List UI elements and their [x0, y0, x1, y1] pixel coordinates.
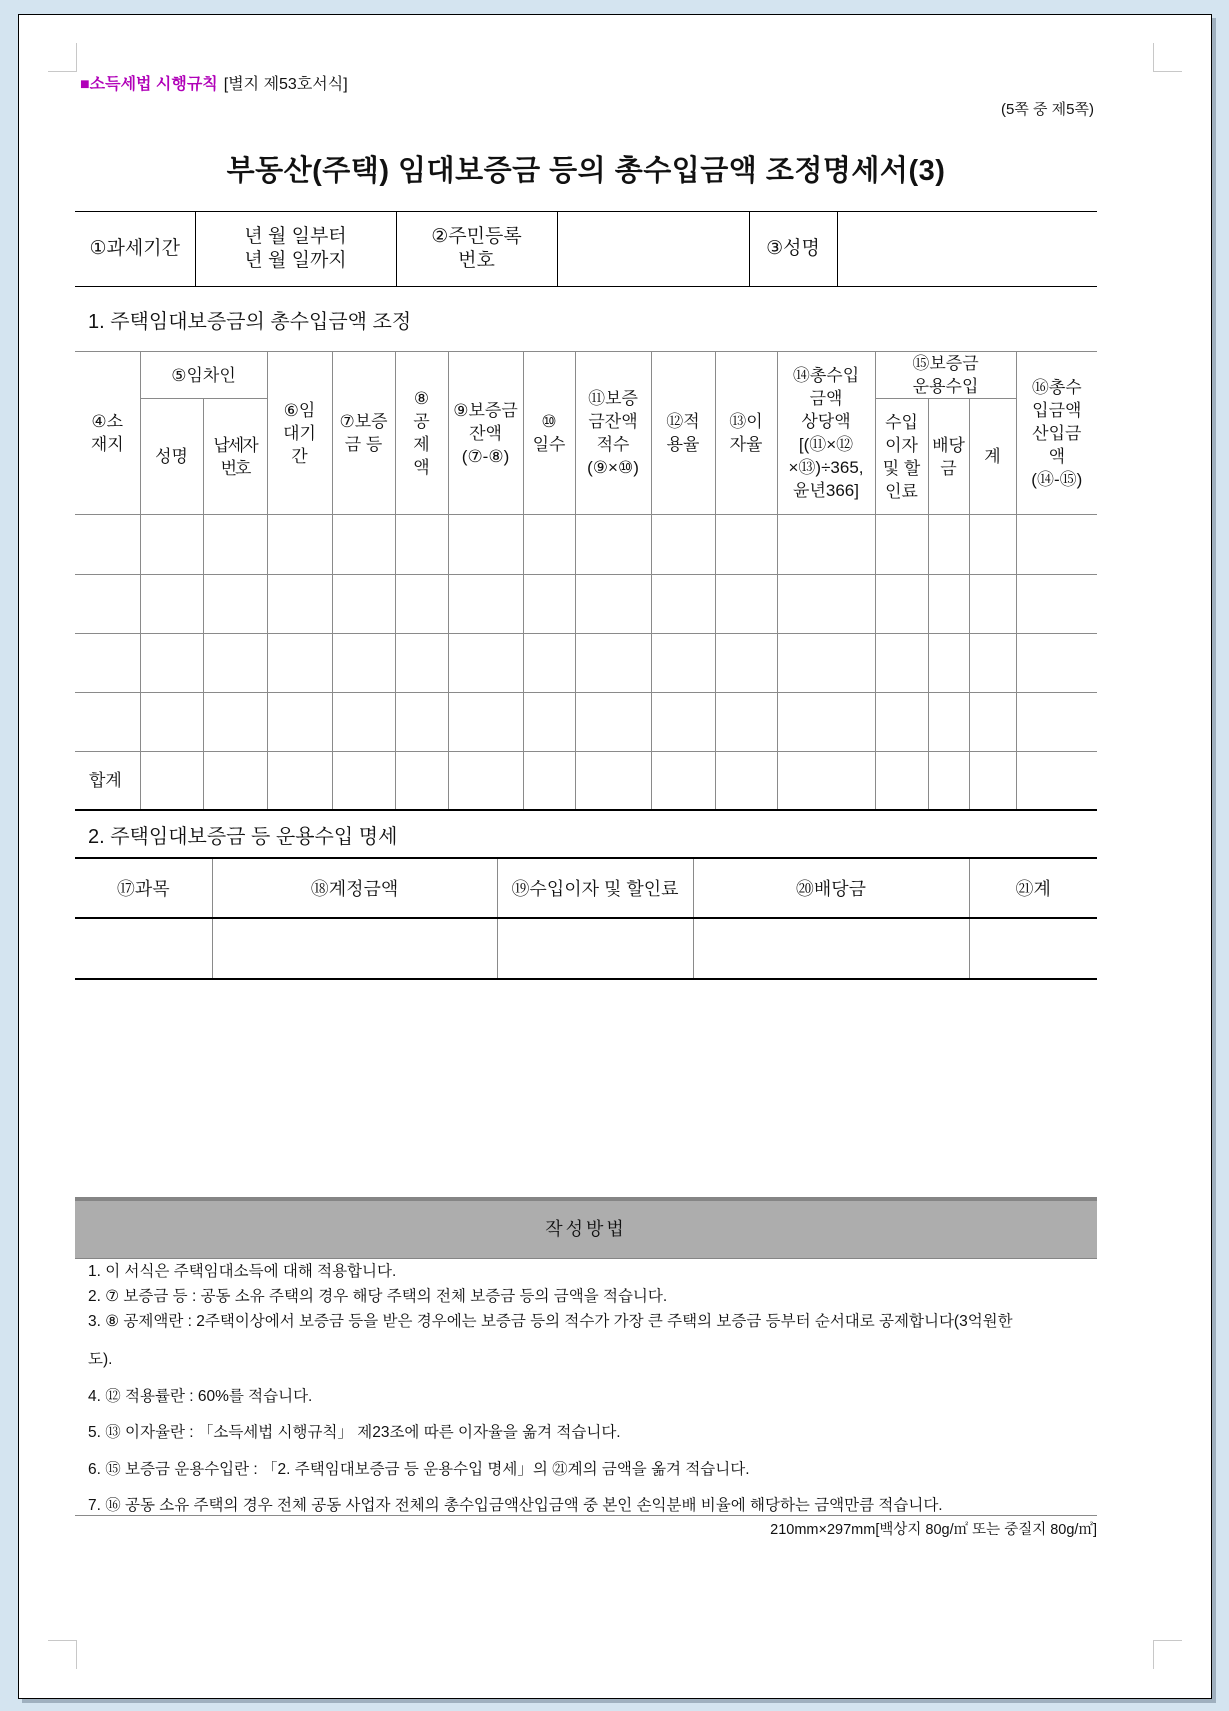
table-cell[interactable]: [928, 515, 969, 575]
table-cell[interactable]: [523, 575, 575, 634]
table-cell[interactable]: [1016, 634, 1097, 693]
header-account-amount: ⑱계정금액: [212, 858, 497, 918]
instruction-item: 7. ⑯ 공동 소유 주택의 경우 전체 공동 사업자 전체의 총수입금액산입금액 중 본인 손익분배 비율에 해당하는 금액만큼 적습니다.: [88, 1497, 943, 1514]
resident-no-label: ②주민등록 번호: [396, 212, 557, 287]
table-cell[interactable]: [203, 515, 267, 575]
table-cell[interactable]: [140, 634, 203, 693]
table-cell[interactable]: [212, 918, 497, 979]
table-cell[interactable]: [875, 515, 928, 575]
header-applied-rate: ⑫적 용율: [651, 352, 715, 515]
table-cell[interactable]: [575, 693, 651, 752]
table-cell[interactable]: [75, 634, 140, 693]
crop-mark-top-left: [48, 43, 77, 72]
deposit-adjustment-table: [75, 351, 1097, 811]
header-taxpayer-no: 납세자 번호: [203, 399, 267, 515]
table-cell[interactable]: [715, 575, 777, 634]
table-cell[interactable]: [448, 693, 523, 752]
table-cell[interactable]: [575, 515, 651, 575]
total-cell[interactable]: [140, 752, 203, 810]
header-deposit-balance: ⑨보증금 잔액 (⑦-⑧): [448, 352, 523, 515]
header-subtotal: 계: [969, 399, 1016, 515]
table-cell[interactable]: [203, 693, 267, 752]
taxpayer-info-table: [75, 211, 1097, 287]
table-cell[interactable]: [448, 575, 523, 634]
table-row: [75, 634, 1097, 693]
table-cell[interactable]: [928, 634, 969, 693]
total-row: [75, 752, 1097, 810]
table-cell[interactable]: [395, 693, 448, 752]
header-included-amount: ⑯총수 입금액 산입금 액 (⑭-⑮): [1016, 352, 1097, 515]
header-tenant-name: 성명: [140, 399, 203, 515]
total-cell[interactable]: [332, 752, 395, 810]
header-total: ㉑계: [969, 858, 1097, 918]
table-cell[interactable]: [875, 693, 928, 752]
table-cell[interactable]: [332, 634, 395, 693]
paper-spec: 210mm×297mm[백상지 80g/㎡ 또는 중질지 80g/㎡]: [770, 1522, 1097, 1538]
table-cell[interactable]: [140, 693, 203, 752]
page-indicator: (5쪽 중 제5쪽): [1001, 101, 1094, 118]
instruction-item: 6. ⑮ 보증금 운용수입란 : 「2. 주택임대보증금 등 운용수입 명세」의 ㉑계의 금액을 옮겨 적습니다.: [88, 1461, 750, 1478]
total-cell[interactable]: [448, 752, 523, 810]
header-deduction: ⑧ 공 제 액: [395, 352, 448, 515]
header-location: ④소 재지: [75, 352, 140, 515]
section-2-heading: 2. 주택임대보증금 등 운용수입 명세: [88, 826, 398, 848]
table-cell[interactable]: [969, 634, 1016, 693]
instruction-item: 도).: [88, 1351, 113, 1368]
header-equivalent-income: ⑭총수입 금액 상당액 [(⑪×⑫ ×⑬)÷365, 윤년366]: [777, 352, 875, 515]
name-label: ③성명: [749, 212, 837, 287]
header-deposit: ⑦보증 금 등: [332, 352, 395, 515]
law-name: ■소득세법 시행규칙: [80, 76, 218, 93]
table-cell[interactable]: [1016, 515, 1097, 575]
total-cell[interactable]: [203, 752, 267, 810]
header-interest-discount: 수입 이자 및 할 인료: [875, 399, 928, 515]
header-tenant: ⑤임차인: [140, 352, 267, 399]
table-cell[interactable]: [395, 515, 448, 575]
instruction-item: 1. 이 서식은 주택임대소득에 대해 적용합니다.: [88, 1263, 397, 1280]
table-row: [75, 693, 1097, 752]
tax-period-field[interactable]: 년 월 일부터 년 월 일까지: [195, 212, 396, 287]
header-dividend: 배당 금: [928, 399, 969, 515]
table-cell[interactable]: [332, 693, 395, 752]
footer-divider: [75, 1515, 1097, 1516]
table-cell[interactable]: [777, 634, 875, 693]
table-cell[interactable]: [875, 575, 928, 634]
header-lease-period: ⑥임 대기 간: [267, 352, 332, 515]
table-cell[interactable]: [75, 918, 212, 979]
table-row: [75, 515, 1097, 575]
table-cell[interactable]: [969, 918, 1097, 979]
table-cell[interactable]: [1016, 575, 1097, 634]
instruction-item: 3. ⑧ 공제액란 : 2주택이상에서 보증금 등을 받은 경우에는 보증금 등의 적수가 가장 큰 주택의 보증금 등부터 순서대로 공제합니다(3억원한: [88, 1313, 1013, 1330]
table-cell[interactable]: [523, 693, 575, 752]
header-interest-rate: ⑬이 자율: [715, 352, 777, 515]
table-cell[interactable]: [928, 575, 969, 634]
table-cell[interactable]: [715, 693, 777, 752]
table-cell[interactable]: [969, 515, 1016, 575]
table-cell[interactable]: [777, 515, 875, 575]
header-interest-discount-income: ⑲수입이자 및 할인료: [497, 858, 693, 918]
table-cell[interactable]: [715, 634, 777, 693]
instruction-item: 4. ⑫ 적용률란 : 60%를 적습니다.: [88, 1388, 313, 1405]
crop-mark-bottom-left: [48, 1640, 77, 1669]
total-cell[interactable]: [715, 752, 777, 810]
name-field[interactable]: [837, 212, 1097, 287]
total-cell[interactable]: [575, 752, 651, 810]
table-row: [75, 918, 1097, 979]
tax-period-label: ①과세기간: [75, 212, 195, 287]
operating-income-table: [75, 857, 1097, 980]
total-cell[interactable]: [395, 752, 448, 810]
table-cell[interactable]: [395, 634, 448, 693]
table-cell[interactable]: [75, 693, 140, 752]
crop-mark-top-right: [1153, 43, 1182, 72]
table-cell[interactable]: [693, 918, 969, 979]
instruction-item: 2. ⑦ 보증금 등 : 공동 소유 주택의 경우 해당 주택의 전체 보증금 등의 금액을 적습니다.: [88, 1288, 668, 1305]
table-cell[interactable]: [651, 515, 715, 575]
total-cell[interactable]: [875, 752, 928, 810]
total-cell[interactable]: [267, 752, 332, 810]
table-cell[interactable]: [75, 515, 140, 575]
table-cell[interactable]: [715, 515, 777, 575]
table-cell[interactable]: [969, 575, 1016, 634]
total-cell[interactable]: [523, 752, 575, 810]
table-cell[interactable]: [332, 515, 395, 575]
header-account: ⑰과목: [75, 858, 212, 918]
table-cell[interactable]: [651, 634, 715, 693]
table-cell[interactable]: [203, 634, 267, 693]
table-cell[interactable]: [140, 575, 203, 634]
total-cell[interactable]: [651, 752, 715, 810]
total-cell[interactable]: [1016, 752, 1097, 810]
total-cell[interactable]: [969, 752, 1016, 810]
page-title: 부동산(주택) 임대보증금 등의 총수입금액 조정명세서(3): [226, 155, 946, 187]
resident-no-field[interactable]: [557, 212, 749, 287]
law-reference: [80, 71, 348, 94]
table-cell[interactable]: [875, 634, 928, 693]
table-cell[interactable]: [267, 575, 332, 634]
table-cell[interactable]: [969, 693, 1016, 752]
table-cell[interactable]: [448, 634, 523, 693]
table-cell[interactable]: [575, 634, 651, 693]
table-cell[interactable]: [395, 575, 448, 634]
table-cell[interactable]: [575, 575, 651, 634]
table-cell[interactable]: [651, 693, 715, 752]
section-1-heading: 1. 주택임대보증금의 총수입금액 조정: [88, 311, 412, 333]
header-days: ⑩ 일수: [523, 352, 575, 515]
table-row: [75, 575, 1097, 634]
total-cell[interactable]: [928, 752, 969, 810]
header-balance-product: ⑪보증 금잔액 적수 (⑨×⑩): [575, 352, 651, 515]
table-cell[interactable]: [75, 575, 140, 634]
table-cell[interactable]: [267, 515, 332, 575]
table-cell[interactable]: [497, 918, 693, 979]
header-operating-income: ⑮보증금 운용수입: [875, 352, 1016, 399]
table-cell[interactable]: [523, 634, 575, 693]
table-cell[interactable]: [651, 575, 715, 634]
table-cell[interactable]: [267, 693, 332, 752]
table-cell[interactable]: [203, 575, 267, 634]
table-cell[interactable]: [523, 515, 575, 575]
table-cell[interactable]: [267, 634, 332, 693]
table-cell[interactable]: [448, 515, 523, 575]
table-cell[interactable]: [777, 575, 875, 634]
table-cell[interactable]: [928, 693, 969, 752]
total-cell[interactable]: [777, 752, 875, 810]
crop-mark-bottom-right: [1153, 1640, 1182, 1669]
instruction-item: 5. ⑬ 이자율란 : 「소득세법 시행규칙」 제23조에 따른 이자율을 옮겨 적습니다.: [88, 1424, 621, 1441]
table-cell[interactable]: [1016, 693, 1097, 752]
form-number: [별지 제53호서식]: [223, 76, 348, 93]
header-dividend-income: ⑳배당금: [693, 858, 969, 918]
table-cell[interactable]: [140, 515, 203, 575]
table-cell[interactable]: [332, 575, 395, 634]
table-cell[interactable]: [777, 693, 875, 752]
total-label: 합계: [75, 752, 140, 810]
instructions-title: 작성방법: [75, 1197, 1097, 1259]
